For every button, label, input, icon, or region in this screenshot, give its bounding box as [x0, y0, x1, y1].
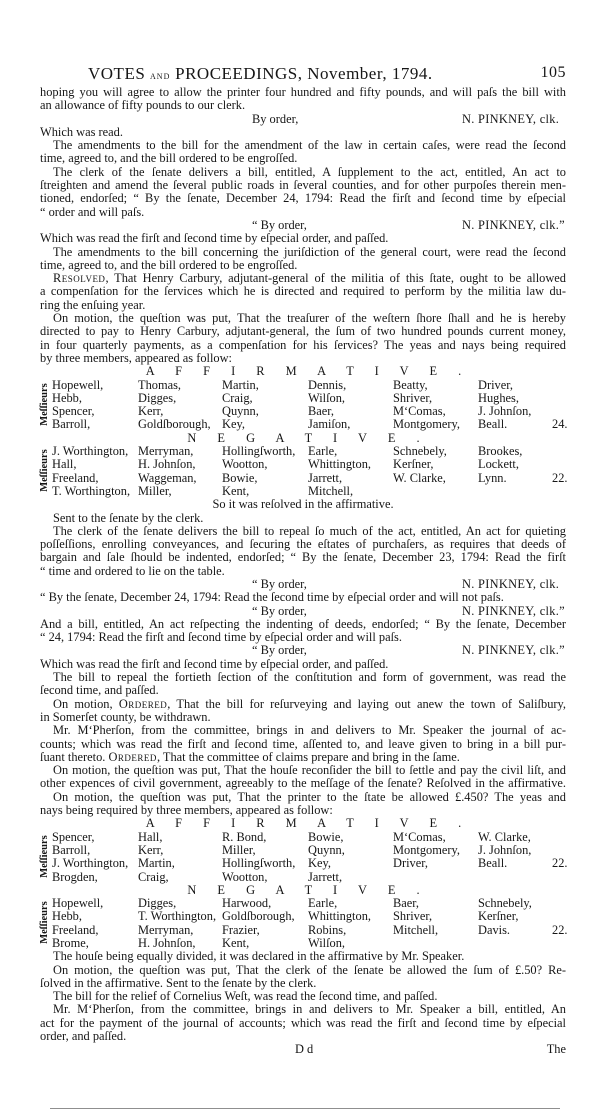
affirmative-total: 24. [552, 417, 568, 432]
header-title-and: and [150, 70, 171, 82]
member-name: Lynn. [478, 470, 507, 485]
affirmative-names [40, 379, 566, 432]
small-caps-term: Ordered [118, 697, 168, 711]
by-order-text: “ By order, [252, 603, 307, 618]
by-order-text: By order, [252, 111, 299, 126]
text-segment: , That Henry Carbury, adjutant-general of the militia of this ſtate, ought to be allowed [105, 272, 566, 286]
text-line: ſolved in the affirmative. Sent to the ſenate by the clerk. [40, 975, 317, 990]
vote-row [40, 458, 566, 471]
text-line: The bill for the relief of Cornelius Weſt, was read the ſecond time, and paſſed. [53, 989, 438, 1004]
text-line: On motion, the queſtion was put, That the printer to the ſtate be allowed £.450? The yeas and [53, 790, 566, 804]
text-line: nays being required by three members, appeared as follow: [40, 803, 333, 818]
text-line: a compenſation for the ſervices which he is directed and required to perform by the militia law du- [40, 285, 566, 299]
member-name: Freeland, [52, 922, 99, 937]
vote-row [40, 844, 566, 857]
text-segment: , That the bill for reſurveying and laying out anew the town of Saliſbury, [167, 697, 566, 711]
vote-row [40, 392, 566, 405]
member-name: H. Johnſon, [138, 457, 196, 472]
negative-names [40, 445, 566, 498]
text-line: an allowance of fifty pounds to our clerk. [40, 98, 246, 113]
text-line: Which was read the firſt and ſecond time by eſpecial order, and paſſed. [40, 231, 389, 246]
text-line: in four quarterly payments, as a compenſation for his ſervices? The yeas and nays being required [40, 338, 566, 352]
signature-line [40, 113, 566, 126]
member-name: Hopewell, [52, 896, 104, 911]
negative-heading: N E G A T I V E . [187, 882, 429, 897]
member-name: W. Clarke, [393, 470, 446, 485]
vote-row [40, 937, 566, 950]
by-order-text: “ By order, [252, 643, 307, 658]
member-name: Mitchell, [308, 483, 354, 498]
member-name: Montgomery, [393, 417, 460, 432]
member-name: Dennis, [308, 377, 347, 392]
negative-total: 22. [552, 922, 568, 937]
member-name: J. Worthington, [52, 444, 129, 459]
member-name: Kent, [222, 936, 250, 950]
member-name: Wootton, [222, 457, 268, 472]
member-name: Key, [308, 856, 331, 871]
text-segment: , That the committee of claims prepare and bring in the ſame. [156, 749, 460, 764]
text-segment: ſuant thereto. [40, 749, 109, 764]
member-name: Spencer, [52, 829, 95, 844]
negative-total: 22. [552, 470, 568, 485]
member-name: Hebb, [52, 909, 82, 924]
text-line: in Somerſet county, be withdrawn. [40, 709, 211, 724]
header-title-votes: VOTES [88, 64, 146, 83]
text-line: Which was read the firſt and ſecond time by eſpecial order, and paſſed. [40, 656, 389, 671]
vote-row [40, 857, 566, 870]
text-line: by three members, appeared as follow: [40, 350, 232, 365]
member-name: Jarrett, [308, 869, 343, 884]
member-name: Montgomery, [393, 842, 460, 857]
member-name: Shriver, [393, 909, 433, 924]
signature-line [40, 644, 566, 657]
member-name: Hall, [138, 829, 163, 844]
vote-row [40, 485, 566, 498]
member-name: Bowie, [222, 470, 258, 485]
member-name: Barroll, [52, 417, 91, 432]
signature-line [40, 605, 566, 618]
member-name: Davis. [478, 922, 511, 937]
member-name: Wootton, [222, 869, 268, 884]
member-name: Goldſborough, [138, 417, 211, 432]
text-line: tioned, endorſed; “ By the ſenate, December 24, 1794: Read the firſt and ſecond time by eſpecial [40, 192, 566, 206]
text-line: “ order and will paſs. [40, 204, 145, 219]
messieurs-label-text: Meſſieurs [39, 901, 50, 944]
affirmative-heading: A F F I R M A T I V E . [145, 816, 471, 831]
member-name: Craig, [138, 869, 169, 884]
member-name: Driver, [393, 856, 428, 871]
member-name: Mitchell, [393, 922, 439, 937]
clerk-signature: N. PINKNEY, clk. [462, 576, 560, 591]
member-name: Baer, [308, 404, 334, 419]
member-name: Wilſon, [308, 936, 346, 950]
text-line: The amendments to the bill for the amendment of the law in certain caſes, were read the ſecond [53, 139, 566, 153]
running-header [88, 64, 566, 84]
clerk-signature: N. PINKNEY, clk.” [462, 643, 565, 658]
text-line: act for the payment of the journal of accounts; which was read the firſt and ſecond time by eſpecial [40, 1016, 566, 1030]
vote-row [40, 831, 566, 844]
text-line: And a bill, entitled, An act reſpecting the indenting of deeds, endorſed; “ By the ſenate, December [40, 617, 566, 631]
member-name: Merryman, [138, 444, 194, 459]
vote-row [40, 418, 566, 431]
member-name: M‘Comas, [393, 404, 446, 419]
member-name: Martin, [222, 377, 259, 392]
vote-row [40, 405, 566, 418]
text-line: The houſe being equally divided, it was declared in the affirmative by Mr. Speaker. [53, 949, 465, 964]
vote-row [40, 379, 566, 392]
member-name: W. Clarke, [478, 829, 531, 844]
text-line: The bill to repeal the fortieth ſection of the conſtitution and form of government, was read the [53, 671, 566, 685]
member-name: Driver, [478, 377, 513, 392]
clerk-signature: N. PINKNEY, clk.” [462, 217, 565, 232]
member-name: Kerſner, [393, 457, 434, 472]
member-name: Hebb, [52, 390, 82, 405]
member-name: Harwood, [222, 896, 272, 911]
text-line: “ time and ordered to lie on the table. [40, 563, 225, 578]
text-line: “ By the ſenate, December 24, 1794: Read the ſecond time by eſpecial order and will not paſs. [40, 590, 504, 605]
member-name: Earle, [308, 896, 338, 911]
text-line: order, and paſſed. [40, 1029, 127, 1044]
text-line: ſtreighten and amend the ſeveral public roads in ſeveral counties, and for other purpoſes therein men- [40, 179, 566, 193]
member-name: Wilſon, [308, 390, 346, 405]
messieurs-label-text: Meſſieurs [39, 382, 50, 426]
text-line: counts; which was read the firſt and ſecond time, aſſented to, and leave given to bring in a bill pur- [40, 737, 566, 751]
text-line [40, 698, 566, 711]
affirmative-total: 22. [552, 856, 568, 871]
negative-heading: N E G A T I V E . [187, 430, 429, 445]
text-line: Sent to the ſenate by the clerk. [53, 510, 204, 525]
member-name: Digges, [138, 390, 177, 405]
member-name: Quynn, [222, 404, 259, 419]
member-name: Barroll, [52, 842, 91, 857]
member-name: Schnebely, [478, 896, 532, 911]
by-order-text: “ By order, [252, 217, 307, 232]
signature-mark: D d [295, 1042, 314, 1057]
text-line: directed to pay to Henry Carbury, adjutant-general, the ſum of two hundred pounds current money, [40, 325, 566, 339]
member-name: Brogden, [52, 869, 98, 884]
text-line: The amendments to the bill concerning the juriſdiction of the general court, were read the ſecond [53, 245, 566, 259]
vote-tally [40, 365, 566, 498]
member-name: Brome, [52, 936, 89, 950]
catchword: The [546, 1042, 566, 1057]
member-name: Hughes, [478, 390, 519, 405]
text-line: Which was read. [40, 124, 123, 139]
member-name: Miller, [222, 842, 256, 857]
vote-tally [40, 817, 566, 950]
vote-row [40, 445, 566, 458]
member-name: Beall. [478, 417, 508, 432]
text-line [40, 751, 566, 764]
member-name: Craig, [222, 390, 253, 405]
text-line: “ 24, 1794: Read the firſt and ſecond time by eſpecial order and will paſs. [40, 630, 402, 645]
member-name: Digges, [138, 896, 177, 911]
member-name: Hall, [52, 457, 77, 472]
clerk-signature: N. PINKNEY, clk. [462, 111, 560, 126]
member-name: Hollingſworth, [222, 856, 296, 871]
member-name: Freeland, [52, 470, 99, 485]
member-name: Kent, [222, 483, 250, 498]
member-name: Earle, [308, 444, 338, 459]
negative-names [40, 897, 566, 950]
member-name: Whittington, [308, 909, 371, 924]
member-name: Baer, [393, 896, 419, 911]
signature-line [40, 578, 566, 591]
member-name: Kerr, [138, 404, 164, 419]
text-line: On motion, the queſtion was put, That the treaſurer of the weſtern ſhore ſhall and he is hereby [53, 312, 566, 326]
page-edge-rule [50, 1108, 560, 1109]
text-line: bargain and ſale ſhould be indented, endorſed; “ By the ſenate, December 23, 1794: Read the firſt [40, 551, 566, 565]
text-line: ſecond time, and paſſed. [40, 683, 159, 698]
member-name: H. Johnſon, [138, 936, 196, 950]
member-name: Whittington, [308, 457, 371, 472]
member-name: Shriver, [393, 390, 433, 405]
member-name: Spencer, [52, 404, 95, 419]
page-footer [40, 1043, 566, 1056]
clerk-signature: N. PINKNEY, clk.” [462, 603, 565, 618]
text-line: hoping you will agree to allow the printer four hundred and fifty pounds, and will paſs the bill with [40, 86, 566, 99]
member-name: Hollingſworth, [222, 444, 296, 459]
member-name: Merryman, [138, 922, 194, 937]
member-name: Robins, [308, 922, 347, 937]
text-line: poſſeſſions, enrolling conveyances, and ſecuring the eſtates of purchaſers, as requires that deeds of [40, 538, 566, 552]
affirmative-names [40, 831, 566, 884]
text-line: ring the enſuing year. [40, 297, 146, 312]
text-line: time, agreed to, and the bill ordered to be engroſſed. [40, 151, 298, 166]
text-line: The clerk of the ſenate delivers a bill, entitled, A ſupplement to the act, entitled, An act to [53, 165, 566, 179]
messieurs-label-text: Meſſieurs [39, 834, 50, 878]
text-line: time, agreed to, and the bill ordered to be engroſſed. [40, 257, 298, 272]
vote-row [40, 924, 566, 937]
member-name: Kerr, [138, 842, 164, 857]
member-name: T. Worthington, [138, 909, 217, 924]
text-line: On motion, the queſtion was put, That the houſe reconſider the bill to ſettle and pay the civil liſt, and [53, 764, 566, 778]
header-title-proceedings: PROCEEDINGS, November, 1794. [175, 64, 433, 83]
vote-row [40, 897, 566, 910]
member-name: J. Johnſon, [478, 404, 532, 419]
small-caps-term: Ordered [108, 749, 157, 764]
text-line: So it was reſolved in the affirmative. [212, 497, 394, 512]
page-number: 105 [540, 64, 566, 81]
text-line: Mr. M‘Pherſon, from the committee, brings in and delivers to Mr. Speaker the journal of ac- [53, 724, 566, 738]
affirmative-heading: A F F I R M A T I V E . [145, 364, 471, 379]
signature-line [40, 219, 566, 232]
member-name: J. Worthington, [52, 856, 129, 871]
member-name: Jarrett, [308, 470, 343, 485]
member-name: Schnebely, [393, 444, 447, 459]
member-name: J. Johnſon, [478, 842, 532, 857]
member-name: Martin, [138, 856, 175, 871]
member-name: Kerſner, [478, 909, 519, 924]
member-name: T. Worthington, [52, 483, 131, 498]
by-order-text: “ By order, [252, 576, 307, 591]
member-name: Bowie, [308, 829, 344, 844]
member-name: Brookes, [478, 444, 523, 459]
text-line [40, 272, 566, 285]
member-name: Quynn, [308, 842, 345, 857]
text-line: other expences of civil government, agreeably to the meſſage of the ſenate? Reſolved in the affirmative. [40, 777, 566, 791]
member-name: Beall. [478, 856, 508, 871]
member-name: Key, [222, 417, 245, 432]
member-name: M‘Comas, [393, 829, 446, 844]
member-name: Jamiſon, [308, 417, 351, 432]
text-segment: On motion, [53, 697, 119, 711]
text-line: The clerk of the ſenate delivers the bill to repeal ſo much of the act, entitled, An act for quieting [53, 524, 566, 538]
vote-row [40, 871, 566, 884]
member-name: R. Bond, [222, 829, 267, 844]
vote-row [40, 472, 566, 485]
text-line: On motion, the queſtion was put, That the clerk of the ſenate be allowed the ſum of £.50? Re- [53, 963, 566, 977]
vote-row [40, 910, 566, 923]
member-name: Goldſborough, [222, 909, 295, 924]
member-name: Lockett, [478, 457, 519, 472]
member-name: Beatty, [393, 377, 428, 392]
page-body [40, 86, 566, 1057]
text-line: Mr. M‘Pherſon, from the committee, brings in and delivers to Mr. Speaker a bill, entitled, An [53, 1003, 566, 1017]
member-name: Thomas, [138, 377, 182, 392]
member-name: Waggeman, [138, 470, 197, 485]
member-name: Hopewell, [52, 377, 104, 392]
member-name: Frazier, [222, 922, 260, 937]
messieurs-label-text: Meſſieurs [39, 449, 50, 492]
small-caps-term: Resolved [53, 272, 106, 286]
member-name: Miller, [138, 483, 172, 498]
